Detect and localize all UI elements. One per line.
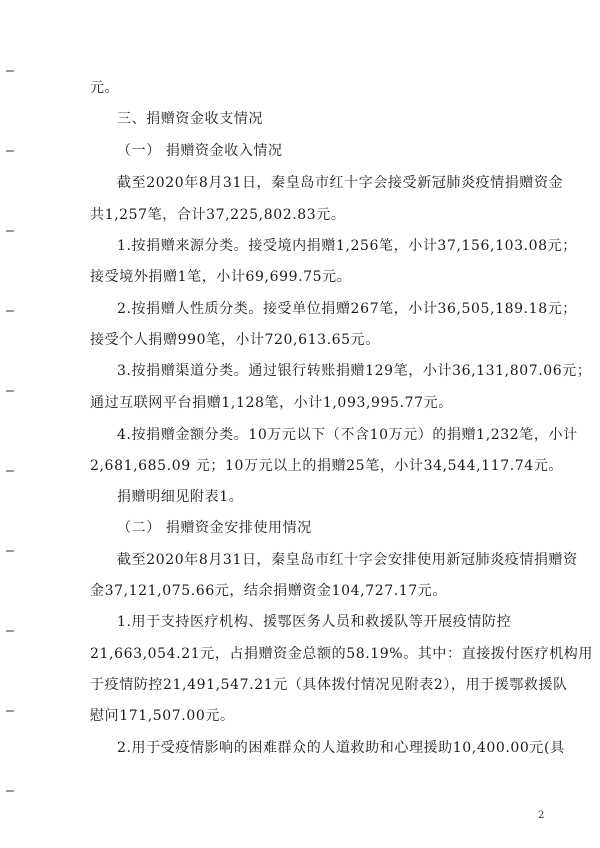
text-line: 截至2020年8月31日，秦皇岛市红十字会接受新冠肺炎疫情捐赠资金	[117, 175, 564, 191]
text-line: 3.按捐赠渠道分类。通过银行转账捐赠129笔，小计36,131,807.06元；	[117, 363, 592, 379]
binding-mark	[6, 310, 14, 312]
binding-mark	[6, 150, 14, 152]
text-line: 2.按捐赠人性质分类。接受单位捐赠267笔，小计36,505,189.18元；	[117, 301, 577, 317]
text-line: 金37,121,075.66元，结余捐赠资金104,727.17元。	[90, 583, 447, 599]
text-line: 2.用于受疫情影响的困难群众的人道救助和心理援助10,400.00元(具	[117, 740, 565, 756]
section-heading: 三、捐赠资金收支情况	[117, 111, 263, 127]
binding-mark	[6, 390, 14, 392]
text-line: 1.用于支持医疗机构、援鄂医务人员和救援队等开展疫情防控	[117, 614, 512, 630]
text-line: 接受个人捐赠990笔，小计720,613.65元。	[90, 332, 380, 348]
text-line: 2,681,685.09 元；10万元以上的捐赠25笔，小计34,544,117.74元。	[90, 458, 564, 474]
text-line: 通过互联网平台捐赠1,128笔，小计1,093,995.77元。	[90, 395, 453, 411]
text-line: 捐赠明细见附表1。	[117, 489, 244, 505]
binding-mark	[6, 630, 14, 632]
binding-mark	[6, 790, 14, 792]
text-line: 接受境外捐赠1笔，小计69,699.75元。	[90, 269, 352, 285]
binding-mark	[6, 550, 14, 552]
text-line: 4.按捐赠金额分类。10万元以下（不含10万元）的捐赠1,232笔，小计	[117, 427, 578, 443]
text-line: 于疫情防控21,491,547.21元（具体拨付情况见附表2），用于援鄂救援队	[90, 677, 568, 693]
binding-mark	[6, 710, 14, 712]
page-number: 2	[538, 810, 545, 821]
binding-mark	[6, 470, 14, 472]
text-line: 慰问171,507.00元。	[90, 708, 235, 724]
text-line: 共1,257笔，合计37,225,802.83元。	[90, 207, 346, 223]
subsection-heading: （二） 捐赠资金安排使用情况	[117, 520, 312, 536]
text-line: 元。	[90, 80, 120, 96]
binding-mark	[6, 70, 14, 72]
subsection-heading: （一） 捐赠资金收入情况	[117, 143, 283, 159]
text-line: 1.按捐赠来源分类。接受境内捐赠1,256笔，小计37,156,103.08元；	[117, 238, 577, 254]
binding-mark	[6, 230, 14, 232]
text-line: 截至2020年8月31日，秦皇岛市红十字会安排使用新冠肺炎疫情捐赠资	[117, 552, 578, 568]
text-line: 21,663,054.21元，占捐赠资金总额的58.19%。其中：直接拨付医疗机构用	[90, 646, 594, 662]
